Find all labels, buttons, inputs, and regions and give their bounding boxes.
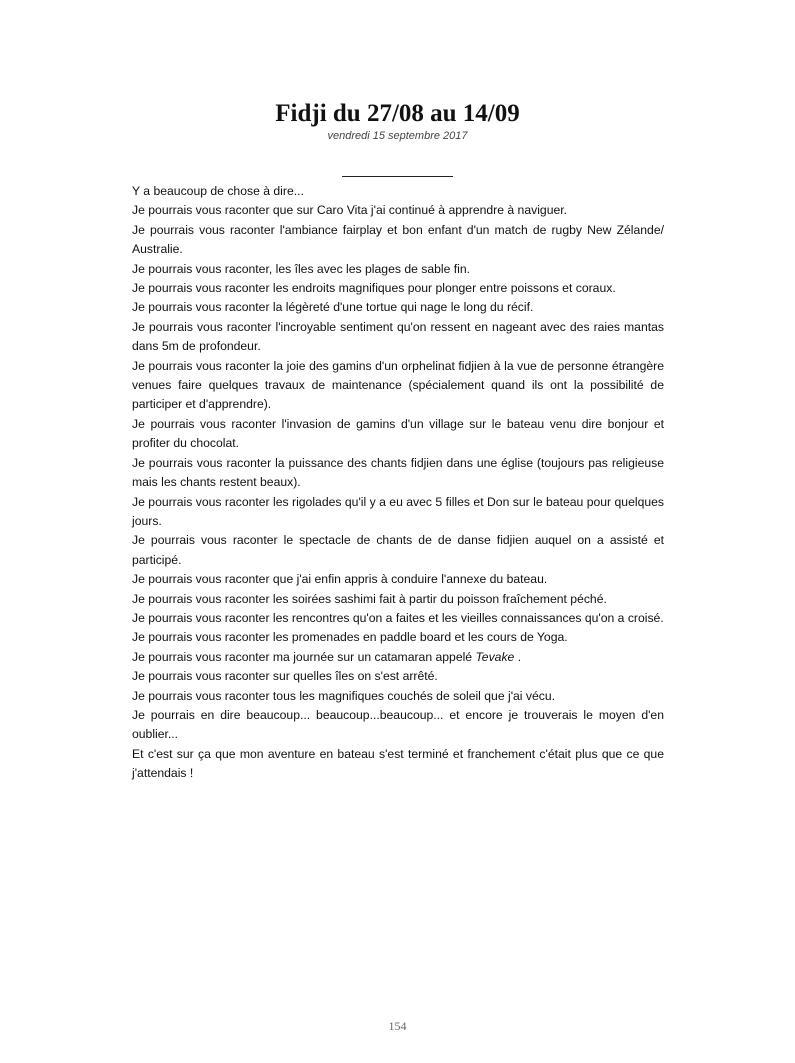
paragraph: Je pourrais vous raconter les rigolades qu'il y a eu avec 5 filles et Don sur le bateau pour quelques jours.	[132, 494, 664, 528]
paragraph: Je pourrais vous raconter les promenades en paddle board et les cours de Yoga.	[132, 630, 568, 645]
paragraph-catamaran	[132, 648, 664, 667]
paragraph: Je pourrais vous raconter les soirées sashimi fait à partir du poisson fraîchement péché.	[132, 591, 607, 606]
catamaran-suffix: .	[514, 649, 522, 664]
paragraph: Je pourrais vous raconter que sur Caro Vita j'ai continué à apprendre à naviguer.	[132, 203, 568, 218]
paragraph: Je pourrais vous raconter la joie des gamins d'un orphelinat fidjien à la vue de personne étrangère venues faire quelques travaux de maintenance (spécialement quand ils ont la possibilité de participer et d'apprendre).	[132, 358, 664, 412]
page-number: 154	[388, 1019, 407, 1033]
catamaran-text: Je pourrais vous raconter ma journée sur un catamaran appelé	[132, 649, 476, 664]
paragraph: Je pourrais vous raconter la légèreté d'une tortue qui nage le long du récif.	[132, 300, 534, 315]
paragraph: Et c'est sur ça que mon aventure en bateau s'est terminé et franchement c'était plus que ce que j'attendais !	[132, 746, 664, 781]
article-body	[132, 182, 664, 784]
paragraph: Je pourrais vous raconter le spectacle de chants de de danse fidjien auquel on a assisté et participé.	[132, 533, 664, 567]
paragraph: Je pourrais vous raconter l'incroyable sentiment qu'on ressent en nageant avec des raies mantas dans 5m de profondeur.	[132, 319, 664, 354]
paragraph: Je pourrais vous raconter la puissance des chants fidjien dans une église (toujours pas religieuse mais les chants restent beaux).	[132, 455, 664, 490]
paragraph: Je pourrais vous raconter l'invasion de gamins d'un village sur le bateau venu dire bonjour et profiter du chocolat.	[132, 416, 664, 451]
paragraph: Je pourrais vous raconter l'ambiance fairplay et bon enfant d'un match de rugby New Zélande/ Australie.	[132, 222, 664, 257]
paragraph: Je pourrais vous raconter sur quelles îles on s'est arrêté.	[132, 669, 438, 684]
boat-name: Tevake	[475, 649, 515, 664]
paragraph: Je pourrais vous raconter les rencontres qu'on a faites et les vieilles connaissances qu'on a croisé.	[132, 610, 664, 625]
paragraph: Je pourrais en dire beaucoup... beaucoup...beaucoup... et encore je trouverais le moyen d'en oublier...	[132, 707, 664, 742]
post-date: vendredi 15 septembre 2017	[327, 130, 468, 142]
title-divider	[342, 176, 453, 177]
paragraph: Je pourrais vous raconter les endroits magnifiques pour plonger entre poissons et coraux.	[132, 281, 616, 296]
paragraph: Je pourrais vous raconter que j'ai enfin appris à conduire l'annexe du bateau.	[132, 572, 548, 587]
paragraph: Je pourrais vous raconter, les îles avec les plages de sable fin.	[132, 261, 471, 276]
paragraph: Je pourrais vous raconter tous les magnifiques couchés de soleil que j'ai vécu.	[132, 688, 556, 703]
page-title: Fidji du 27/08 au 14/09	[275, 100, 520, 127]
paragraph: Y a beaucoup de chose à dire...	[132, 184, 304, 198]
